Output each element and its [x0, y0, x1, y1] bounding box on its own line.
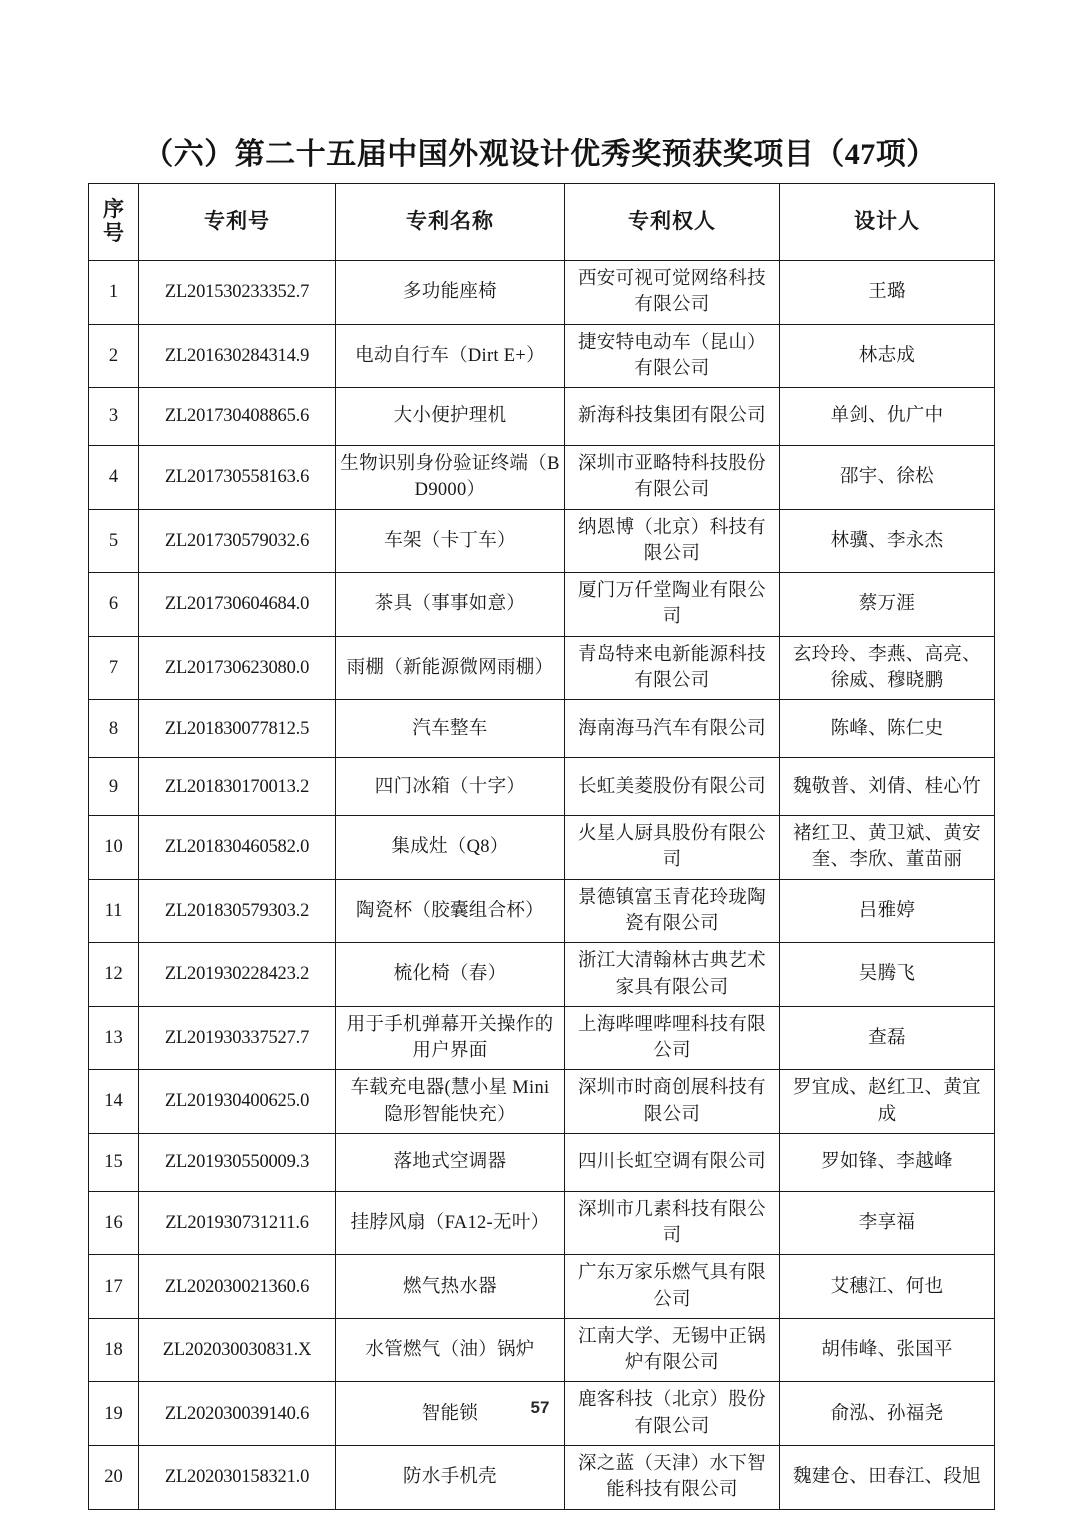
- awards-table-container: [88, 183, 994, 1510]
- cell-patent-no: ZL201730604684.0: [139, 573, 336, 637]
- cell-index: 16: [89, 1191, 139, 1255]
- cell-patent-no: ZL201830077812.5: [139, 700, 336, 758]
- cell-patent-name: 多功能座椅: [336, 261, 565, 325]
- cell-patent-owner: 海南海马汽车有限公司: [565, 700, 780, 758]
- cell-patent-name: 梳化椅（春）: [336, 943, 565, 1007]
- table-row: [89, 816, 995, 880]
- cell-patent-owner: 深圳市亚略特科技股份有限公司: [565, 446, 780, 510]
- cell-patent-name: 落地式空调器: [336, 1133, 565, 1191]
- cell-patent-no: ZL201730408865.6: [139, 388, 336, 446]
- cell-patent-no: ZL201630284314.9: [139, 324, 336, 388]
- table-row: [89, 636, 995, 700]
- cell-patent-owner: 广东万家乐燃气具有限公司: [565, 1255, 780, 1319]
- table-row: [89, 509, 995, 573]
- column-header-patent-name: 专利名称: [336, 184, 565, 261]
- cell-patent-owner: 捷安特电动车（昆山）有限公司: [565, 324, 780, 388]
- cell-patent-owner: 西安可视可觉网络科技有限公司: [565, 261, 780, 325]
- cell-designer: 褚红卫、黄卫斌、黄安奎、李欣、董苗丽: [780, 816, 995, 880]
- table-row: [89, 1255, 995, 1319]
- table-row: [89, 1006, 995, 1070]
- cell-patent-owner: 深圳市时商创展科技有限公司: [565, 1070, 780, 1134]
- cell-patent-owner: 深圳市几素科技有限公司: [565, 1191, 780, 1255]
- cell-patent-name: 雨棚（新能源微网雨棚）: [336, 636, 565, 700]
- cell-index: 3: [89, 388, 139, 446]
- cell-patent-no: ZL201530233352.7: [139, 261, 336, 325]
- cell-patent-owner: 青岛特来电新能源科技有限公司: [565, 636, 780, 700]
- cell-patent-owner: 深之蓝（天津）水下智能科技有限公司: [565, 1445, 780, 1509]
- cell-patent-owner: 上海哔哩哔哩科技有限公司: [565, 1006, 780, 1070]
- cell-designer: 魏建仓、田春江、段旭: [780, 1445, 995, 1509]
- cell-index: 13: [89, 1006, 139, 1070]
- cell-patent-no: ZL201730623080.0: [139, 636, 336, 700]
- table-row: [89, 758, 995, 816]
- cell-patent-name: 车载充电器(慧小星 Mini 隐形智能快充）: [336, 1070, 565, 1134]
- cell-index: 15: [89, 1133, 139, 1191]
- cell-index: 5: [89, 509, 139, 573]
- column-header-patent-no: 专利号: [139, 184, 336, 261]
- cell-patent-no: ZL201730558163.6: [139, 446, 336, 510]
- cell-patent-no: ZL201930400625.0: [139, 1070, 336, 1134]
- table-header: [89, 184, 995, 261]
- cell-designer: 罗宜成、赵红卫、黄宜成: [780, 1070, 995, 1134]
- cell-index: 17: [89, 1255, 139, 1319]
- cell-patent-name: 用于手机弹幕开关操作的用户界面: [336, 1006, 565, 1070]
- cell-patent-no: ZL201830579303.2: [139, 879, 336, 943]
- cell-index: 20: [89, 1445, 139, 1509]
- cell-patent-name: 智能锁: [336, 1382, 565, 1446]
- cell-designer: 俞泓、孙福尧: [780, 1382, 995, 1446]
- table-row: [89, 1445, 995, 1509]
- cell-patent-no: ZL201930228423.2: [139, 943, 336, 1007]
- cell-patent-name: 集成灶（Q8）: [336, 816, 565, 880]
- page-title: （六）第二十五届中国外观设计优秀奖预获奖项目（47项）: [143, 138, 937, 171]
- table-row: [89, 1133, 995, 1191]
- cell-index: 10: [89, 816, 139, 880]
- cell-designer: 吴腾飞: [780, 943, 995, 1007]
- table-row: [89, 879, 995, 943]
- cell-patent-owner: 长虹美菱股份有限公司: [565, 758, 780, 816]
- table-row: [89, 1070, 995, 1134]
- page-number: 57: [530, 1398, 550, 1417]
- cell-index: 1: [89, 261, 139, 325]
- cell-patent-owner: 浙江大清翰林古典艺术家具有限公司: [565, 943, 780, 1007]
- table-row: [89, 573, 995, 637]
- awards-table: [88, 183, 995, 1510]
- cell-patent-name: 生物识别身份验证终端（BD9000）: [336, 446, 565, 510]
- cell-patent-owner: 江南大学、无锡中正锅炉有限公司: [565, 1318, 780, 1382]
- cell-designer: 查磊: [780, 1006, 995, 1070]
- cell-designer: 吕雅婷: [780, 879, 995, 943]
- table-row: [89, 700, 995, 758]
- cell-patent-name: 燃气热水器: [336, 1255, 565, 1319]
- cell-patent-no: ZL201830460582.0: [139, 816, 336, 880]
- table-row: [89, 388, 995, 446]
- cell-patent-name: 茶具（事事如意）: [336, 573, 565, 637]
- cell-index: 6: [89, 573, 139, 637]
- cell-designer: 玄玲玲、李燕、高亮、徐威、穆晓鹏: [780, 636, 995, 700]
- cell-index: 19: [89, 1382, 139, 1446]
- cell-patent-owner: 新海科技集团有限公司: [565, 388, 780, 446]
- cell-designer: 邵宇、徐松: [780, 446, 995, 510]
- cell-patent-name: 汽车整车: [336, 700, 565, 758]
- cell-index: 14: [89, 1070, 139, 1134]
- cell-designer: 林志成: [780, 324, 995, 388]
- cell-index: 4: [89, 446, 139, 510]
- cell-patent-no: ZL201930550009.3: [139, 1133, 336, 1191]
- cell-designer: 陈峰、陈仁史: [780, 700, 995, 758]
- cell-designer: 林骥、李永杰: [780, 509, 995, 573]
- cell-patent-no: ZL201830170013.2: [139, 758, 336, 816]
- cell-patent-name: 大小便护理机: [336, 388, 565, 446]
- cell-designer: 艾穗江、何也: [780, 1255, 995, 1319]
- cell-patent-no: ZL202030039140.6: [139, 1382, 336, 1446]
- cell-patent-name: 电动自行车（Dirt E+）: [336, 324, 565, 388]
- cell-patent-owner: 厦门万仟堂陶业有限公司: [565, 573, 780, 637]
- cell-index: 12: [89, 943, 139, 1007]
- table-body: [89, 261, 995, 1510]
- column-header-index: 序号: [89, 184, 139, 261]
- table-row: [89, 943, 995, 1007]
- cell-patent-owner: 纳恩博（北京）科技有限公司: [565, 509, 780, 573]
- cell-patent-no: ZL202030030831.X: [139, 1318, 336, 1382]
- cell-index: 18: [89, 1318, 139, 1382]
- column-header-patent-owner: 专利权人: [565, 184, 780, 261]
- table-header-row: [89, 184, 995, 261]
- cell-index: 7: [89, 636, 139, 700]
- cell-index: 11: [89, 879, 139, 943]
- cell-index: 2: [89, 324, 139, 388]
- cell-patent-no: ZL201930731211.6: [139, 1191, 336, 1255]
- cell-patent-name: 四门冰箱（十字）: [336, 758, 565, 816]
- table-row: [89, 261, 995, 325]
- column-header-designer: 设计人: [780, 184, 995, 261]
- cell-index: 8: [89, 700, 139, 758]
- cell-designer: 胡伟峰、张国平: [780, 1318, 995, 1382]
- cell-patent-no: ZL201730579032.6: [139, 509, 336, 573]
- cell-patent-name: 挂脖风扇（FA12-无叶）: [336, 1191, 565, 1255]
- table-row: [89, 446, 995, 510]
- table-row: [89, 324, 995, 388]
- cell-designer: 蔡万涯: [780, 573, 995, 637]
- cell-index: 9: [89, 758, 139, 816]
- cell-patent-name: 陶瓷杯（胶囊组合杯）: [336, 879, 565, 943]
- cell-designer: 李享福: [780, 1191, 995, 1255]
- cell-designer: 王璐: [780, 261, 995, 325]
- cell-designer: 魏敬普、刘倩、桂心竹: [780, 758, 995, 816]
- cell-patent-name: 车架（卡丁车）: [336, 509, 565, 573]
- cell-patent-no: ZL202030158321.0: [139, 1445, 336, 1509]
- cell-patent-owner: 鹿客科技（北京）股份有限公司: [565, 1382, 780, 1446]
- cell-patent-no: ZL202030021360.6: [139, 1255, 336, 1319]
- table-row: [89, 1318, 995, 1382]
- cell-patent-owner: 四川长虹空调有限公司: [565, 1133, 780, 1191]
- cell-patent-name: 水管燃气（油）锅炉: [336, 1318, 565, 1382]
- cell-patent-no: ZL201930337527.7: [139, 1006, 336, 1070]
- cell-designer: 单剑、仇广中: [780, 388, 995, 446]
- cell-patent-owner: 火星人厨具股份有限公司: [565, 816, 780, 880]
- table-row: [89, 1191, 995, 1255]
- cell-designer: 罗如锋、李越峰: [780, 1133, 995, 1191]
- cell-patent-owner: 景德镇富玉青花玲珑陶瓷有限公司: [565, 879, 780, 943]
- cell-patent-name: 防水手机壳: [336, 1445, 565, 1509]
